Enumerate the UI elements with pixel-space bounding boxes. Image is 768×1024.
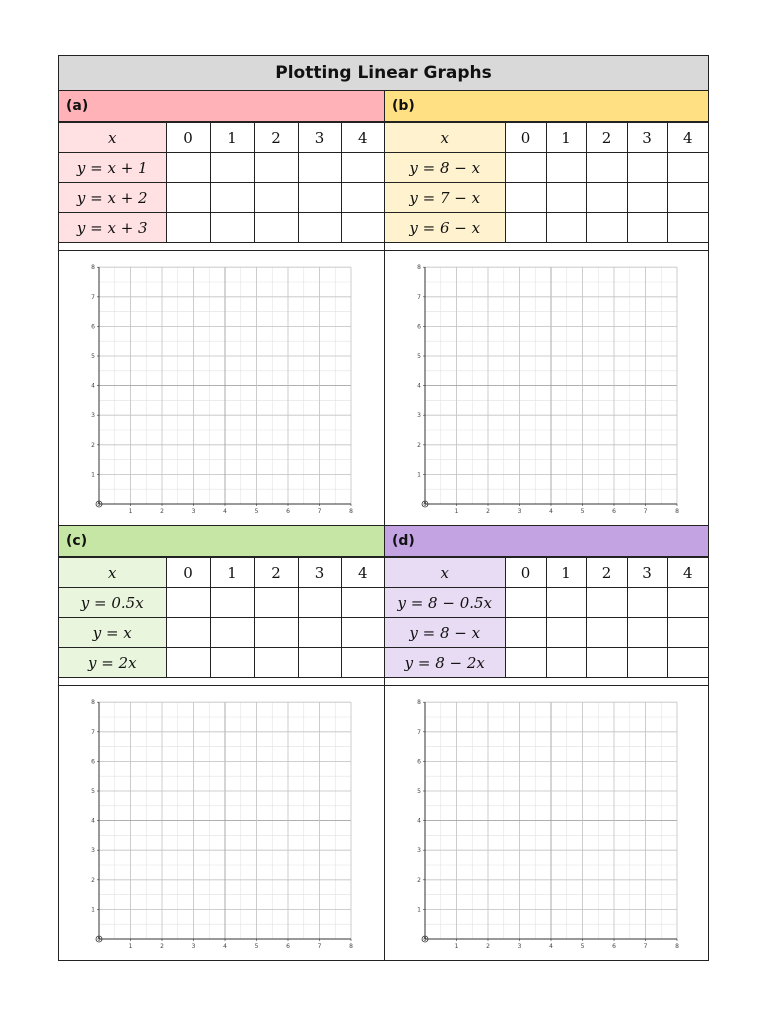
table-of-values — [385, 122, 708, 243]
answer-cell[interactable] — [627, 618, 667, 648]
x-tick-label: 5 — [580, 943, 585, 950]
answer-cell[interactable] — [586, 213, 627, 243]
y-tick-label: 8 — [417, 699, 421, 707]
x-tick-label: 2 — [486, 943, 490, 950]
answer-cell[interactable] — [210, 618, 254, 648]
x-tick-label: 4 — [549, 943, 553, 950]
answer-cell[interactable] — [298, 183, 341, 213]
origin-label: 0 — [423, 502, 427, 508]
table-row — [385, 153, 708, 183]
answer-cell[interactable] — [546, 588, 586, 618]
y-tick-label: 2 — [417, 441, 421, 449]
answer-cell[interactable] — [210, 183, 254, 213]
answer-cell[interactable] — [667, 213, 708, 243]
answer-cell[interactable] — [254, 213, 298, 243]
x-tick-label: 5 — [254, 508, 259, 515]
x-value-cell: 0 — [505, 123, 546, 153]
answer-cell[interactable] — [627, 183, 667, 213]
x-tick-label: 3 — [191, 508, 196, 515]
x-tick-label: 6 — [612, 943, 616, 950]
x-value-cell: 3 — [298, 123, 341, 153]
equation-label: y = 0.5x — [59, 588, 166, 618]
answer-cell[interactable] — [298, 588, 341, 618]
equation-label: y = 7 − x — [385, 183, 505, 213]
equation-label: y = 8 − 2x — [385, 648, 505, 678]
x-value-cell: 3 — [627, 123, 667, 153]
y-tick-label: 1 — [91, 471, 95, 479]
table-row — [59, 213, 384, 243]
graph-area — [385, 685, 708, 960]
answer-cell[interactable] — [166, 648, 210, 678]
equation-label: y = x + 1 — [59, 153, 166, 183]
x-tick-label: 1 — [454, 943, 459, 950]
x-value-cell: 1 — [210, 123, 254, 153]
x-tick-label: 8 — [349, 943, 353, 950]
y-tick-label: 1 — [417, 906, 421, 914]
answer-cell[interactable] — [667, 153, 708, 183]
x-tick-label: 7 — [317, 943, 322, 950]
graph-area — [59, 685, 384, 960]
answer-cell[interactable] — [254, 588, 298, 618]
table-row — [59, 183, 384, 213]
answer-cell[interactable] — [254, 618, 298, 648]
x-tick-label: 8 — [675, 943, 679, 950]
y-tick-label: 1 — [417, 471, 421, 479]
y-tick-label: 2 — [417, 876, 421, 884]
x-value-cell: 3 — [298, 558, 341, 588]
answer-cell[interactable] — [546, 213, 586, 243]
answer-cell[interactable] — [298, 153, 341, 183]
table-row — [59, 558, 384, 588]
y-tick-label: 6 — [91, 758, 95, 766]
answer-cell[interactable] — [341, 648, 384, 678]
answer-cell[interactable] — [667, 588, 708, 618]
answer-cell[interactable] — [546, 153, 586, 183]
x-header-cell: x — [59, 558, 166, 588]
answer-cell[interactable] — [341, 588, 384, 618]
worksheet — [58, 55, 709, 961]
answer-cell[interactable] — [166, 213, 210, 243]
y-tick-label: 3 — [91, 412, 95, 420]
blank-graph-grid[interactable] — [84, 696, 364, 956]
question-label: (c) — [59, 526, 384, 557]
x-value-cell: 4 — [667, 123, 708, 153]
table-row — [385, 588, 708, 618]
x-value-cell: 2 — [254, 558, 298, 588]
x-tick-label: 7 — [643, 508, 648, 515]
y-tick-label: 7 — [417, 728, 421, 736]
answer-cell[interactable] — [627, 213, 667, 243]
question-b — [385, 91, 708, 525]
origin-label: 0 — [423, 937, 427, 943]
x-tick-label: 8 — [349, 508, 353, 515]
x-value-cell: 1 — [546, 558, 586, 588]
x-value-cell: 2 — [586, 558, 627, 588]
x-tick-label: 1 — [128, 943, 133, 950]
y-tick-label: 4 — [417, 817, 421, 825]
table-of-values — [385, 557, 708, 678]
answer-cell[interactable] — [505, 648, 546, 678]
blank-graph-grid[interactable] — [410, 261, 690, 521]
answer-cell[interactable] — [505, 588, 546, 618]
x-tick-label: 2 — [160, 508, 164, 515]
answer-cell[interactable] — [166, 588, 210, 618]
x-value-cell: 4 — [667, 558, 708, 588]
x-tick-label: 3 — [517, 943, 522, 950]
question-d — [385, 526, 708, 960]
y-tick-label: 4 — [91, 382, 95, 390]
x-tick-label: 1 — [454, 508, 459, 515]
table-row — [59, 153, 384, 183]
equation-label: y = 6 − x — [385, 213, 505, 243]
x-header-cell: x — [385, 123, 505, 153]
x-header-cell: x — [385, 558, 505, 588]
x-tick-label: 6 — [612, 508, 616, 515]
y-tick-label: 5 — [417, 788, 421, 795]
table-row — [385, 123, 708, 153]
graph-area — [385, 250, 708, 525]
table-of-values — [59, 557, 384, 678]
answer-cell[interactable] — [586, 183, 627, 213]
answer-cell[interactable] — [505, 213, 546, 243]
answer-cell[interactable] — [210, 213, 254, 243]
equation-label: y = 8 − x — [385, 618, 505, 648]
x-value-cell: 4 — [341, 123, 384, 153]
answer-cell[interactable] — [546, 648, 586, 678]
x-tick-label: 2 — [486, 508, 490, 515]
equation-label: y = 8 − x — [385, 153, 505, 183]
equation-label: y = 8 − 0.5x — [385, 588, 505, 618]
question-c — [59, 526, 384, 960]
table-row — [385, 213, 708, 243]
y-tick-label: 4 — [417, 382, 421, 390]
answer-cell[interactable] — [210, 648, 254, 678]
x-tick-label: 8 — [675, 508, 679, 515]
y-tick-label: 1 — [91, 906, 95, 914]
x-value-cell: 0 — [505, 558, 546, 588]
table-row — [385, 183, 708, 213]
answer-cell[interactable] — [586, 588, 627, 618]
y-tick-label: 8 — [417, 264, 421, 272]
table-row — [59, 648, 384, 678]
answer-cell[interactable] — [586, 618, 627, 648]
y-tick-label: 6 — [417, 758, 421, 766]
question-label: (b) — [385, 91, 708, 122]
y-tick-label: 7 — [91, 293, 95, 301]
x-value-cell: 2 — [254, 123, 298, 153]
x-tick-label: 4 — [549, 508, 553, 515]
answer-cell[interactable] — [298, 618, 341, 648]
origin-label: 0 — [97, 502, 101, 508]
table-row — [385, 618, 708, 648]
table-row — [59, 588, 384, 618]
answer-cell[interactable] — [298, 648, 341, 678]
y-tick-label: 8 — [91, 699, 95, 707]
y-tick-label: 8 — [91, 264, 95, 272]
x-header-cell: x — [59, 123, 166, 153]
x-value-cell: 0 — [166, 123, 210, 153]
answer-cell[interactable] — [546, 183, 586, 213]
answer-cell[interactable] — [166, 153, 210, 183]
table-row — [59, 618, 384, 648]
answer-cell[interactable] — [667, 183, 708, 213]
answer-cell[interactable] — [166, 183, 210, 213]
origin-label: 0 — [97, 937, 101, 943]
answer-cell[interactable] — [627, 153, 667, 183]
answer-cell[interactable] — [166, 618, 210, 648]
worksheet-title: Plotting Linear Graphs — [59, 56, 708, 91]
y-tick-label: 7 — [417, 293, 421, 301]
x-tick-label: 5 — [254, 943, 259, 950]
y-tick-label: 3 — [417, 412, 421, 420]
x-tick-label: 2 — [160, 943, 164, 950]
y-tick-label: 5 — [91, 788, 95, 795]
table-row — [385, 648, 708, 678]
x-tick-label: 6 — [286, 508, 290, 515]
y-tick-label: 3 — [417, 847, 421, 855]
question-a — [59, 91, 384, 525]
x-tick-label: 7 — [317, 508, 322, 515]
x-tick-label: 4 — [223, 508, 227, 515]
x-tick-label: 4 — [223, 943, 227, 950]
answer-cell[interactable] — [627, 648, 667, 678]
answer-cell[interactable] — [586, 648, 627, 678]
x-value-cell: 1 — [210, 558, 254, 588]
y-tick-label: 4 — [91, 817, 95, 825]
y-tick-label: 2 — [91, 876, 95, 884]
answer-cell[interactable] — [627, 588, 667, 618]
y-tick-label: 5 — [91, 353, 95, 360]
x-tick-label: 7 — [643, 943, 648, 950]
x-value-cell: 0 — [166, 558, 210, 588]
answer-cell[interactable] — [254, 648, 298, 678]
x-tick-label: 3 — [191, 943, 196, 950]
x-tick-label: 5 — [580, 508, 585, 515]
answer-cell[interactable] — [298, 213, 341, 243]
x-value-cell: 2 — [586, 123, 627, 153]
answer-cell[interactable] — [667, 618, 708, 648]
answer-cell[interactable] — [341, 183, 384, 213]
equation-label: y = 2x — [59, 648, 166, 678]
answer-cell[interactable] — [667, 648, 708, 678]
graph-area — [59, 250, 384, 525]
answer-cell[interactable] — [586, 153, 627, 183]
table-row — [385, 558, 708, 588]
answer-cell[interactable] — [254, 153, 298, 183]
y-tick-label: 6 — [91, 323, 95, 331]
answer-cell[interactable] — [210, 153, 254, 183]
blank-graph-grid[interactable] — [410, 696, 690, 956]
y-tick-label: 7 — [91, 728, 95, 736]
y-tick-label: 3 — [91, 847, 95, 855]
x-tick-label: 1 — [128, 508, 133, 515]
equation-label: y = x — [59, 618, 166, 648]
table-of-values — [59, 122, 384, 243]
answer-cell[interactable] — [254, 183, 298, 213]
answer-cell[interactable] — [546, 618, 586, 648]
answer-cell[interactable] — [341, 618, 384, 648]
y-tick-label: 6 — [417, 323, 421, 331]
x-tick-label: 6 — [286, 943, 290, 950]
answer-cell[interactable] — [341, 213, 384, 243]
equation-label: y = x + 2 — [59, 183, 166, 213]
question-label: (d) — [385, 526, 708, 557]
answer-cell[interactable] — [341, 153, 384, 183]
x-value-cell: 4 — [341, 558, 384, 588]
equation-label: y = x + 3 — [59, 213, 166, 243]
x-value-cell: 1 — [546, 123, 586, 153]
blank-graph-grid[interactable] — [84, 261, 364, 521]
answer-cell[interactable] — [210, 588, 254, 618]
x-tick-label: 3 — [517, 508, 522, 515]
answer-cell[interactable] — [505, 153, 546, 183]
y-tick-label: 2 — [91, 441, 95, 449]
question-label: (a) — [59, 91, 384, 122]
answer-cell[interactable] — [505, 618, 546, 648]
answer-cell[interactable] — [505, 183, 546, 213]
y-tick-label: 5 — [417, 353, 421, 360]
x-value-cell: 3 — [627, 558, 667, 588]
table-row — [59, 123, 384, 153]
